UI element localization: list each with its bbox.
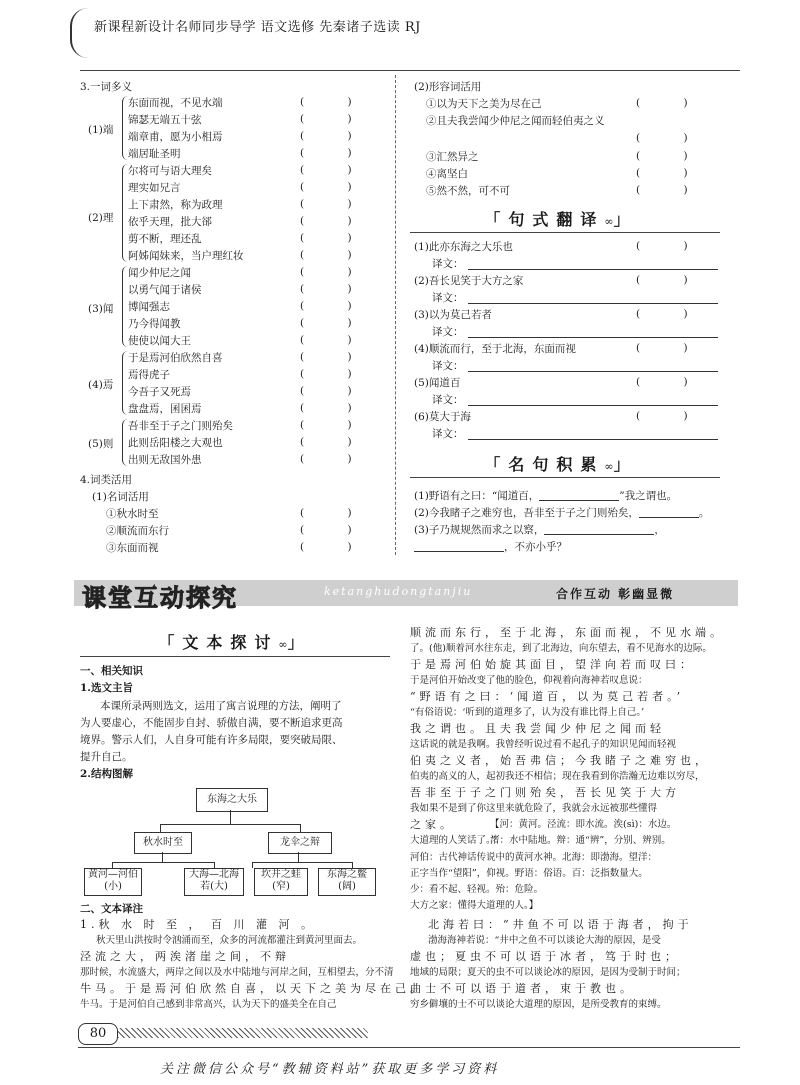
answer-blank[interactable]: ( ) [300, 507, 352, 519]
banner-underline [410, 477, 720, 478]
list-item: 依乎天理，批大郤 [128, 216, 212, 228]
paragraph-line: 提升自己。 [80, 751, 133, 763]
gloss-note: 大方之家：懂得大道理的人。】 [410, 900, 539, 911]
list-item: 以勇气闻于诸侯 [128, 284, 202, 296]
answer-blank[interactable]: ( ) [300, 334, 352, 346]
list-item: ②顺流而东行 [106, 525, 169, 537]
page-hatch [118, 1028, 368, 1038]
banner-underline [410, 232, 720, 233]
list-item: 锦瑟无端五十弦 [128, 114, 202, 126]
gloss-note: 正字当作“望阳”，仰视。野语：俗语。百：泛指数量大。 [410, 868, 648, 879]
original-text: 于是焉河伯始旋其面目，望洋向若而叹曰： [410, 658, 695, 671]
translation-note: 牛马。于是河伯自己感到非常高兴，认为天下的盛美全在自己 [80, 999, 337, 1010]
group-label: (3)闻 [88, 303, 114, 315]
list-item: 今吾子又死焉 [128, 386, 191, 398]
translate-item: (3)以为莫己若者 [414, 309, 492, 321]
translate-label: 译文： [432, 326, 464, 338]
translate-item: (5)闻道百 [414, 377, 461, 389]
list-item: 博闻强志 [128, 301, 170, 313]
translation-note: “有俗语说：‘听到的道理多了，认为没有谁比得上自己。’ [410, 707, 645, 718]
quote-text: 。 [698, 507, 710, 519]
quote-text: (1)野语有之曰：“闻道百， [414, 490, 540, 502]
tree-leaf [184, 868, 244, 896]
answer-blank[interactable]: ( ) [636, 97, 688, 109]
quote-item [414, 537, 567, 554]
answer-blank[interactable]: ( ) [300, 419, 352, 431]
original-text: “野语有之曰：‘闻道百，以为莫己若者。’ [410, 690, 685, 703]
list-item: 阿姊闻妹来，当户理红妆 [128, 250, 244, 262]
brace [122, 164, 129, 262]
original-text: 伯夷之义者，始吾弗信；今我睹子之难穷也， [410, 754, 710, 767]
heading-annotation: 二、文本译注 [80, 903, 143, 915]
paragraph-line: 为人要虚心，不能固步自封、骄傲自满，要不断追求更高 [80, 717, 343, 729]
answer-blank[interactable]: ( ) [300, 113, 352, 125]
group-label: (2)理 [88, 212, 114, 224]
tree-connector [162, 852, 163, 862]
answer-blank[interactable]: ( ) [300, 317, 352, 329]
answer-blank[interactable]: ( ) [300, 164, 352, 176]
list-item: 东面而视，不见水端 [128, 97, 223, 109]
list-item: 于是焉河伯欣然自喜 [128, 352, 223, 364]
quote-item [414, 503, 709, 520]
leaf-note: (小) [104, 881, 122, 892]
banner-title: 文本探讨 [182, 633, 279, 652]
translate-item: (1)此亦东海之大乐也 [414, 241, 513, 253]
section-pinyin: ketanghudongtanjiu [324, 585, 473, 598]
subsection-noun: (1)名词活用 [92, 491, 149, 503]
paragraph-line: 本课所录两则选文，运用了寓言说理的方法，阐明了 [100, 700, 342, 712]
answer-blank[interactable]: ( ) [300, 385, 352, 397]
tree-connector [160, 824, 300, 825]
tree-root: 东海之大乐 [196, 788, 268, 812]
answer-blank[interactable]: ( ) [300, 147, 352, 159]
list-item: ①以为天下之美为尽在己 [426, 98, 542, 110]
original-text: 北海若曰：“井鱼不可以语于海者，拘于 [428, 918, 693, 931]
heading-structure: 2.结构图解 [80, 768, 133, 780]
translate-label: 译文： [432, 428, 464, 440]
translation-note: 渤海海神若说：“井中之鱼不可以谈论大海的原因，是受 [428, 935, 661, 946]
original-text: 吾非至于子之门则殆矣，吾长见笑于大方 [410, 786, 680, 799]
list-item: 盘盘焉，囷囷焉 [128, 403, 202, 415]
section-word-class: 4.词类活用 [80, 474, 133, 486]
group-label: (4)焉 [88, 379, 114, 391]
quote-item [414, 520, 665, 537]
answer-blank[interactable]: ( ) [300, 266, 352, 278]
quote-text: ，不亦小乎？ [504, 541, 567, 553]
list-item: 剪不断，理还乱 [128, 233, 202, 245]
quote-text: ， [654, 524, 665, 536]
header-rule [80, 70, 740, 71]
translation-note: 我如果不是到了你这里来就危险了，我就会永远被那些懂得 [410, 803, 658, 814]
banner-text-discussion: 「文本探讨∞」 [158, 633, 312, 652]
answer-blank[interactable]: ( ) [636, 410, 688, 422]
list-item: ⑤然不然，可不可 [426, 185, 510, 197]
answer-blank[interactable]: ( ) [300, 198, 352, 210]
answer-blank[interactable]: ( ) [300, 130, 352, 142]
answer-blank[interactable]: ( ) [636, 376, 688, 388]
answer-blank[interactable]: ( ) [636, 342, 688, 354]
translation-note: 地域的局限；夏天的虫不可以谈论冰的原因，是因为受制于时间； [410, 967, 686, 978]
tree-connector [252, 862, 253, 868]
fill-blank[interactable] [639, 505, 699, 518]
answer-blank[interactable]: ( ) [636, 274, 688, 286]
gloss-note: 渚：水中陆地。辩：通“辨”，分别、辨别。 [490, 835, 671, 846]
quote-text: ”我之谓也。 [619, 490, 678, 502]
list-item: 乃今得闻教 [128, 318, 181, 330]
subsection-adj: (2)形容词活用 [414, 81, 482, 93]
group-label: (1)端 [88, 124, 114, 136]
leaf-label: 黄河—河伯 [88, 869, 138, 880]
answer-blank[interactable]: ( ) [300, 215, 352, 227]
banner-underline [80, 656, 390, 657]
paragraph-line: 境界。警示人们，人自身可能有许多局限，要突破局限、 [80, 734, 343, 746]
tree-connector [230, 810, 231, 824]
original-text: 牛马。于是焉河伯欣然自喜，以天下之美为尽在己。 [80, 982, 425, 995]
list-item: ④离坚白 [426, 168, 468, 180]
leaf-note: (阔) [338, 881, 356, 892]
translate-label: 译文： [432, 258, 464, 270]
translation-line[interactable] [468, 393, 718, 406]
original-text: 我之谓也。且夫我尝闻少仲尼之闻而轻 [410, 722, 665, 735]
list-item: 出则无敌国外患 [128, 454, 202, 466]
answer-blank[interactable]: ( ) [300, 232, 352, 244]
translation-line[interactable] [468, 427, 718, 440]
translate-item: (4)顺流而行，至于北海，东面而视 [414, 343, 576, 355]
translate-item: (2)吾长见笑于大方之家 [414, 275, 524, 287]
answer-blank[interactable]: ( ) [300, 300, 352, 312]
leaf-label: 东海之鳖 [327, 869, 367, 880]
answer-blank[interactable]: ( ) [300, 368, 352, 380]
answer-blank[interactable]: ( ) [636, 167, 688, 179]
tree-leaf [84, 868, 142, 896]
answer-blank[interactable]: ( ) [300, 453, 352, 465]
list-item: 此则岳阳楼之大观也 [128, 437, 223, 449]
heading-related-knowledge: 一、相关知识 [80, 665, 143, 677]
tree-leaf [254, 868, 308, 896]
banner-famous-quotes: 「名句积累∞」 [484, 455, 638, 474]
list-item: ①秋水时至 [106, 508, 159, 520]
translate-label: 译文： [432, 292, 464, 304]
answer-blank[interactable]: ( ) [300, 283, 352, 295]
list-item: 理实如兄言 [128, 182, 181, 194]
tree-connector [298, 852, 299, 862]
original-text: 曲士不可以语于道者，束于教也。 [410, 982, 635, 995]
list-item: 使使以闻大王 [128, 335, 191, 347]
list-item: ③汇然异之 [426, 151, 479, 163]
original-text: 顺流而东行，至于北海，东面而视，不见水端。 [410, 626, 725, 639]
tree-connector [112, 862, 214, 863]
original-text: 之家。 [410, 818, 455, 831]
list-item: 焉得虎子 [128, 369, 170, 381]
list-item: 吾非至于子之门则殆矣 [128, 420, 233, 432]
banner-sentence-translation: 「句式翻译∞」 [484, 210, 638, 229]
translation-line[interactable] [468, 257, 718, 270]
banner-title: 名句积累 [508, 455, 605, 474]
translation-note: 于是河伯开始改变了他的脸色，仰视着向海神若叹息说： [410, 675, 648, 686]
translation-note: 秋天里山洪按时令汹涌而至，众多的河流都灌注到黄河里面去。 [96, 935, 363, 946]
quote-item [414, 486, 677, 503]
list-item: 端章甫，愿为小相焉 [128, 131, 223, 143]
footer-rule [78, 1047, 740, 1048]
translation-note: 穷乡僻壤的士不可以谈论大道理的原因，是所受教育的束缚。 [410, 999, 667, 1010]
answer-blank[interactable]: ( ) [636, 308, 688, 320]
answer-blank[interactable]: ( ) [300, 541, 352, 553]
original-text: 泾流之大，两涘渚崖之间，不辩 [80, 950, 290, 963]
footer-note: 关注微信公众号“教辅资料站”获取更多学习资料 [160, 1062, 500, 1077]
leaf-note: 若(大) [200, 881, 228, 892]
list-item: 端居耻圣明 [128, 148, 181, 160]
banner-title: 句式翻译 [508, 210, 605, 229]
section-polysemy: 3.一词多义 [80, 81, 133, 93]
fill-blank[interactable] [414, 539, 504, 552]
translate-label: 译文： [432, 360, 464, 372]
original-text: 虚也；夏虫不可以语于冰者，笃于时也； [410, 950, 680, 963]
original-text: 1.秋 水 时 至 ， 百 川 灌 河 。 [80, 918, 316, 931]
translation-line[interactable] [468, 291, 718, 304]
answer-blank[interactable]: ( ) [300, 436, 352, 448]
answer-blank[interactable]: ( ) [300, 181, 352, 193]
translation-note: 大道理的人笑话了。” [410, 835, 496, 846]
group-label: (5)则 [88, 438, 114, 450]
translation-note: 那时候，水流盛大，两岸之间以及水中陆地与河岸之间，互相望去，分不清 [80, 967, 394, 978]
fill-blank[interactable] [539, 488, 619, 501]
translation-note: 伯夷的高义的人，起初我还不相信；现在我看到你浩瀚无边难以穷尽， [410, 771, 705, 782]
leaf-label: 坎井之蛙 [261, 869, 301, 880]
gloss-note: 河伯：古代神话传说中的黄河水神。北海：即渤海。望洋： [410, 852, 658, 863]
answer-blank[interactable]: ( ) [300, 524, 352, 536]
answer-blank[interactable]: ( ) [300, 96, 352, 108]
section-tags: 合作互动 彰幽显微 [556, 587, 675, 601]
list-item: ③东面而视 [106, 542, 159, 554]
list-item: ②且夫我尝闻少仲尼之闻而轻伯夷之义 [426, 115, 605, 127]
answer-blank[interactable]: ( ) [636, 184, 688, 196]
leaf-note: (窄) [272, 881, 290, 892]
tree-node: 龙伞之辩 [268, 832, 332, 854]
answer-blank[interactable]: ( ) [636, 132, 688, 144]
translation-line[interactable] [468, 359, 718, 372]
fill-blank[interactable] [544, 522, 654, 535]
tree-connector [252, 862, 352, 863]
translate-label: 译文： [432, 394, 464, 406]
page-number: 80 [78, 1023, 118, 1045]
translation-note: 这话说的就是我啊。我曾经听说过看不起孔子的知识见闻而轻视 [410, 739, 677, 750]
answer-blank[interactable]: ( ) [300, 351, 352, 363]
section-title: 课堂互动探究 [82, 583, 238, 612]
tree-node: 秋水时至 [134, 832, 192, 854]
answer-blank[interactable]: ( ) [636, 240, 688, 252]
tree-connector [160, 824, 161, 832]
quote-text: (3)子乃规规然而求之以察， [414, 524, 545, 536]
column-divider [395, 75, 396, 555]
list-item: 上下肃然，称为政理 [128, 199, 223, 211]
answer-blank[interactable]: ( ) [300, 249, 352, 261]
tree-connector [300, 824, 301, 832]
tree-leaf [318, 868, 376, 896]
gloss-note: 少：看不起、轻视。殆：危险。 [410, 884, 544, 895]
header-bracket [70, 8, 88, 58]
heading-theme: 1.选文主旨 [80, 682, 133, 694]
leaf-label: 大海—北海 [189, 869, 239, 880]
translation-line[interactable] [468, 325, 718, 338]
list-item: 闻少仲尼之闻 [128, 267, 191, 279]
answer-blank[interactable]: ( ) [636, 150, 688, 162]
list-item: 尔将可与语大理矣 [128, 165, 212, 177]
gloss-note: 【河：黄河。泾流：即水流。涘(sì)：水边。 [490, 819, 677, 830]
header-title: 新课程新设计名师同步导学 语文选修 先秦诸子选读 RJ [94, 20, 421, 35]
translation-note: 了。(他)顺着河水往东走，到了北海边，向东望去，看不见海水的边际。 [410, 643, 712, 654]
quote-text: (2)今我睹子之难穷也，吾非至于子之门则殆矣， [414, 507, 639, 519]
answer-blank[interactable]: ( ) [300, 402, 352, 414]
translate-item: (6)莫大于海 [414, 411, 471, 423]
